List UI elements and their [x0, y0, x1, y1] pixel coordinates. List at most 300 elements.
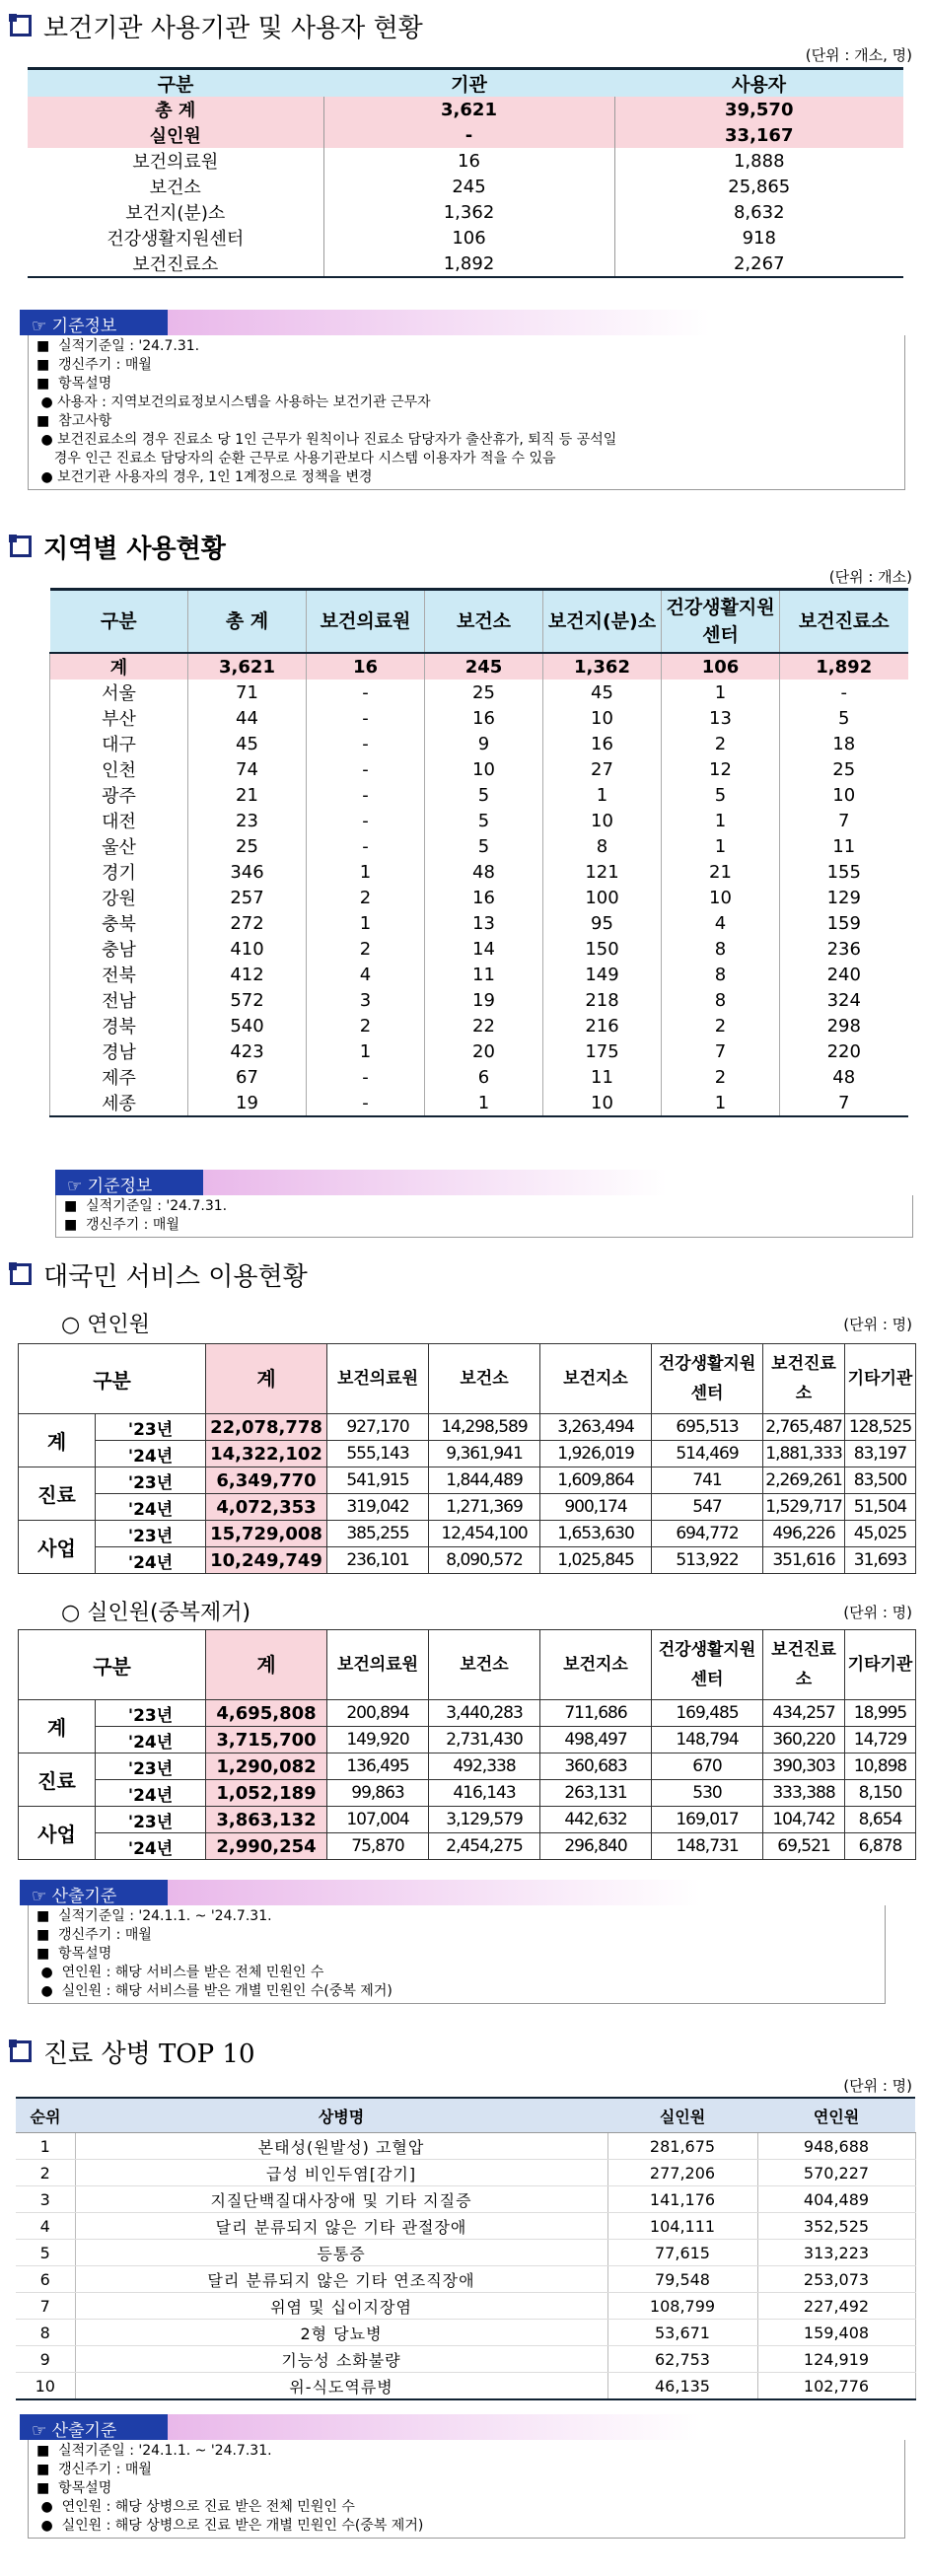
table-cell: 1,844,489 [429, 1467, 540, 1494]
table-row [16, 2293, 915, 2320]
table-cell: 423 [188, 1038, 307, 1064]
year-cell: '23년 [96, 1414, 206, 1441]
section-square-icon [10, 2040, 32, 2062]
table-cell: 79,548 [607, 2266, 757, 2293]
table-cell: 충북 [50, 910, 188, 936]
section4-info-bar [20, 2414, 700, 2440]
table-cell: 1 [662, 680, 780, 705]
table-cell: 1,881,333 [763, 1441, 845, 1467]
table-cell: 충남 [50, 936, 188, 962]
header-cell: 건강생활지원센터 [662, 590, 780, 654]
table-cell: 15,729,008 [206, 1521, 327, 1547]
table-cell: 69,521 [763, 1833, 845, 1860]
table-cell: 121 [543, 859, 662, 885]
table-cell: 33,167 [614, 122, 903, 148]
top10-diseases-table [16, 2097, 916, 2400]
header-cell: 구분 [28, 69, 323, 98]
table-cell: 492,338 [429, 1753, 540, 1780]
table-cell: 442,632 [540, 1807, 652, 1833]
table-row [16, 2266, 915, 2293]
table-cell: 실인원 [28, 122, 323, 148]
table-cell: 159 [780, 910, 908, 936]
table-cell: 104,111 [607, 2213, 757, 2240]
table-cell: - [780, 680, 908, 705]
table-cell: 3,129,579 [429, 1807, 540, 1833]
info-line: ■ 갱신주기 : 매월 [36, 357, 152, 373]
table-cell: 5 [425, 808, 543, 833]
table-cell: 3 [307, 987, 425, 1013]
table-cell: 보건진료소 [132, 254, 219, 275]
header-cell: 보건의료원 [307, 590, 425, 654]
section-square-icon [10, 1263, 32, 1285]
table-row [19, 1494, 916, 1521]
section4-info-box [28, 2440, 905, 2539]
table-cell: 44 [188, 705, 307, 731]
header-cell: 실인원 [607, 2098, 757, 2133]
table-cell: 10 [662, 885, 780, 910]
info-line: ■ 실적기준일 : '24.1.1. ~ '24.7.31. [36, 1908, 272, 1924]
table-row [16, 2160, 915, 2186]
table-row [19, 1780, 916, 1807]
table-cell: - [307, 680, 425, 705]
table-cell: 1 [307, 1038, 425, 1064]
table-cell: 광주 [50, 782, 188, 808]
table-cell: 3,440,283 [429, 1700, 540, 1727]
table-cell: 22 [425, 1013, 543, 1038]
table-cell: 236,101 [327, 1547, 429, 1574]
table-cell: 514,469 [652, 1441, 763, 1467]
header-cell: 보건소 [429, 1630, 540, 1700]
table-cell: 253,073 [757, 2266, 915, 2293]
year-cell: '24년 [96, 1727, 206, 1753]
table-cell: 149,920 [327, 1727, 429, 1753]
table-cell: 8,632 [614, 199, 903, 225]
table-row [28, 122, 903, 148]
table-cell: 75,870 [327, 1833, 429, 1860]
table-cell: 948,688 [757, 2133, 915, 2160]
table-row [50, 987, 908, 1013]
table-cell: 10,249,749 [206, 1547, 327, 1574]
table-cell: 263,131 [540, 1780, 652, 1807]
table-cell: 1,892 [780, 653, 908, 680]
table-cell: 27 [543, 756, 662, 782]
section1-info-bar [20, 310, 710, 335]
table-cell: 416,143 [429, 1780, 540, 1807]
table-cell: 13 [662, 705, 780, 731]
group-cell: 진료 [19, 1467, 96, 1521]
header-cell: 보건소 [429, 1344, 540, 1414]
header-cell: 연인원 [757, 2098, 915, 2133]
table-row [19, 1807, 916, 1833]
visits-subheading: ○ 연인원 [61, 1313, 150, 1337]
table-cell: 14,298,589 [429, 1414, 540, 1441]
header-cell: 상병명 [75, 2098, 607, 2133]
table-cell: 498,497 [540, 1727, 652, 1753]
table-cell: 7 [16, 2293, 75, 2320]
header-cell: 보건의료원 [327, 1344, 429, 1414]
table-cell: 71 [188, 680, 307, 705]
table-cell: 1 [16, 2133, 75, 2160]
table-cell: 14 [425, 936, 543, 962]
table-cell: 45 [188, 731, 307, 756]
table-cell: 45,025 [845, 1521, 916, 1547]
table-cell: 200,894 [327, 1700, 429, 1727]
table-cell: 169,017 [652, 1807, 763, 1833]
table-cell: 1,609,864 [540, 1467, 652, 1494]
table-row [50, 680, 908, 705]
table-cell: 19 [425, 987, 543, 1013]
table-row [19, 1547, 916, 1574]
table-cell: 3,621 [188, 653, 307, 680]
table-cell: 124,919 [757, 2346, 915, 2373]
info-line: ● 사용자 : 지역보건의료정보시스템을 사용하는 보건기관 근무자 [36, 394, 431, 410]
table-row [50, 936, 908, 962]
table-cell: 19 [188, 1090, 307, 1116]
table-cell: 83,500 [845, 1467, 916, 1494]
header-cell: 총 계 [188, 590, 307, 654]
header-cell: 기관 [323, 69, 614, 98]
table-cell: 104,742 [763, 1807, 845, 1833]
section3-info-bar [20, 1880, 700, 1905]
section3-unit-2: (단위 : 명) [843, 1604, 912, 1621]
header-cell: 기타기관 [845, 1630, 916, 1700]
table-row [19, 1727, 916, 1753]
table-cell: 218 [543, 987, 662, 1013]
info-line: ■ 갱신주기 : 매월 [64, 1217, 179, 1233]
info-line: ■ 갱신주기 : 매월 [36, 1927, 152, 1943]
table-cell: 7 [662, 1038, 780, 1064]
table-cell: 10 [543, 1090, 662, 1116]
section1-title [10, 8, 423, 43]
table-cell: 16 [323, 148, 614, 174]
year-cell: '24년 [96, 1833, 206, 1860]
table-cell: 12 [662, 756, 780, 782]
table-cell: 2 [307, 885, 425, 910]
table-cell: 달리 분류되지 않은 기타 관절장애 [75, 2213, 607, 2240]
table-cell: 1 [307, 859, 425, 885]
table-cell: 296,840 [540, 1833, 652, 1860]
table-cell: 1,888 [614, 148, 903, 174]
table-cell: 107,004 [327, 1807, 429, 1833]
table-row [28, 250, 903, 277]
table-cell: 2 [16, 2160, 75, 2186]
table-cell: 741 [652, 1467, 763, 1494]
table-cell: 1 [425, 1090, 543, 1116]
table-cell: 3,715,700 [206, 1727, 327, 1753]
table-cell: 3,863,132 [206, 1807, 327, 1833]
table-cell: 547 [652, 1494, 763, 1521]
table-cell: 2,269,261 [763, 1467, 845, 1494]
group-cell: 사업 [19, 1807, 96, 1860]
table-cell: 13 [425, 910, 543, 936]
table-cell: 572 [188, 987, 307, 1013]
table-cell: 경기 [50, 859, 188, 885]
table-cell: 711,686 [540, 1700, 652, 1727]
table-cell: 1,362 [543, 653, 662, 680]
year-cell: '23년 [96, 1700, 206, 1727]
table-cell: 부산 [50, 705, 188, 731]
table-cell: 412 [188, 962, 307, 987]
table-cell: 83,197 [845, 1441, 916, 1467]
table-cell: 전남 [50, 987, 188, 1013]
table-cell: 10,898 [845, 1753, 916, 1780]
table-cell: 694,772 [652, 1521, 763, 1547]
table-row [16, 2240, 915, 2266]
table-cell: 4 [16, 2213, 75, 2240]
table-cell: 계 [50, 653, 188, 680]
table-cell: 인천 [50, 756, 188, 782]
info-label: ☞ 기준정보 [20, 310, 168, 335]
table-cell: 1,052,189 [206, 1780, 327, 1807]
info-line: ■ 실적기준일 : '24.1.1. ~ '24.7.31. [36, 2443, 272, 2459]
table-cell: 67 [188, 1064, 307, 1090]
table-cell: 2 [307, 936, 425, 962]
table-cell: 25 [780, 756, 908, 782]
table-cell: 277,206 [607, 2160, 757, 2186]
table-cell: 대전 [50, 808, 188, 833]
header-cell: 계 [206, 1630, 327, 1700]
section2-info-bar [55, 1170, 667, 1195]
table-row [50, 1013, 908, 1038]
table-cell: 10 [543, 808, 662, 833]
table-cell: 2,990,254 [206, 1833, 327, 1860]
group-cell: 진료 [19, 1753, 96, 1807]
table-cell: 8 [662, 936, 780, 962]
table-cell: 2 [662, 731, 780, 756]
section2-heading: 지역별 사용현황 [43, 534, 226, 564]
section2-title [10, 529, 226, 564]
table-cell: 530 [652, 1780, 763, 1807]
table-cell: 1,362 [323, 199, 614, 225]
table-cell: 보건소 [149, 178, 201, 198]
section1-unit: (단위 : 개소, 명) [805, 46, 912, 64]
table-cell: 5 [16, 2240, 75, 2266]
table-cell: - [307, 808, 425, 833]
table-cell: 1 [307, 910, 425, 936]
table-cell: 385,255 [327, 1521, 429, 1547]
section-square-icon [10, 15, 32, 36]
table-cell: 18,995 [845, 1700, 916, 1727]
table-cell: 159,408 [757, 2320, 915, 2346]
table-cell: 울산 [50, 833, 188, 859]
table-cell: 257 [188, 885, 307, 910]
table-row [16, 2320, 915, 2346]
info-label: ☞ 산출기준 [20, 1880, 168, 1905]
header-cell: 기타기관 [845, 1344, 916, 1414]
table-cell: 보건지(분)소 [125, 203, 226, 224]
table-cell: 141,176 [607, 2186, 757, 2213]
table-cell: 74 [188, 756, 307, 782]
section3-heading: 대국민 서비스 이용현황 [43, 1261, 308, 1292]
table-row [50, 756, 908, 782]
table-cell: 경남 [50, 1038, 188, 1064]
table-cell: 14,729 [845, 1727, 916, 1753]
section2-info-box [55, 1195, 913, 1238]
table-cell: 313,223 [757, 2240, 915, 2266]
table-cell: 25 [425, 680, 543, 705]
table-cell: 1 [543, 782, 662, 808]
table-cell: 102,776 [757, 2373, 915, 2400]
table-cell: 150 [543, 936, 662, 962]
table-row [50, 962, 908, 987]
table-cell: 2 [307, 1013, 425, 1038]
table-cell: 12,454,100 [429, 1521, 540, 1547]
table-cell: 2,731,430 [429, 1727, 540, 1753]
table-cell: 169,485 [652, 1700, 763, 1727]
table-row [50, 1090, 908, 1116]
table-cell: 기능성 소화불량 [75, 2346, 607, 2373]
table-row [50, 705, 908, 731]
table-cell: 22,078,778 [206, 1414, 327, 1441]
table-cell: 3,263,494 [540, 1414, 652, 1441]
table-cell: 8,654 [845, 1807, 916, 1833]
table-row [50, 833, 908, 859]
table-row [19, 1700, 916, 1727]
table-cell: 10 [543, 705, 662, 731]
table-cell: 서울 [50, 680, 188, 705]
table-cell: 1 [662, 833, 780, 859]
table-cell: 8 [16, 2320, 75, 2346]
header-cell: 보건지소 [540, 1344, 652, 1414]
table-cell: 11 [425, 962, 543, 987]
table-cell: 23 [188, 808, 307, 833]
table-cell: 16 [425, 885, 543, 910]
visits-table [18, 1343, 916, 1574]
table-cell: 11 [543, 1064, 662, 1090]
table-cell: 570,227 [757, 2160, 915, 2186]
table-row [16, 2133, 915, 2160]
info-line: ● 실인원 : 해당 상병으로 진료 받은 개별 민원인 수(중복 제거) [36, 2518, 424, 2534]
table-cell: 6 [16, 2266, 75, 2293]
table-cell: 21 [662, 859, 780, 885]
table-row [28, 97, 903, 122]
header-cell: 보건진료소 [780, 590, 908, 654]
total-row [50, 653, 908, 680]
table-cell: 272 [188, 910, 307, 936]
table-cell: 513,922 [652, 1547, 763, 1574]
table-cell: 95 [543, 910, 662, 936]
table-cell: 108,799 [607, 2293, 757, 2320]
table-cell: 46,135 [607, 2373, 757, 2400]
table-cell: 9 [16, 2346, 75, 2373]
info-line: ● 보건기관 사용자의 경우, 1인 1계정으로 정책을 변경 [36, 469, 373, 485]
table-cell: 77,615 [607, 2240, 757, 2266]
table-cell: 5 [780, 705, 908, 731]
table-row [50, 1038, 908, 1064]
table-cell: 62,753 [607, 2346, 757, 2373]
table-cell: 1 [662, 1090, 780, 1116]
section2-unit: (단위 : 개소) [828, 568, 912, 586]
info-line: ● 연인원 : 해당 서비스를 받은 전체 민원인 수 [36, 1965, 324, 1980]
table-row [50, 731, 908, 756]
table-cell: 16 [543, 731, 662, 756]
table-cell: 106 [662, 653, 780, 680]
table-cell: 1,529,717 [763, 1494, 845, 1521]
header-cell: 보건진료소 [763, 1630, 845, 1700]
header-cell: 보건지소 [540, 1630, 652, 1700]
table-cell: 99,863 [327, 1780, 429, 1807]
table-cell: 2 [662, 1064, 780, 1090]
table-cell: 5 [425, 782, 543, 808]
table-cell: 136,495 [327, 1753, 429, 1780]
table-cell: 보건의료원 [132, 152, 219, 173]
table-cell: 281,675 [607, 2133, 757, 2160]
header-cell: 구분 [19, 1344, 206, 1414]
info-line: ■ 항목설명 [36, 1946, 112, 1962]
table-cell: 45 [543, 680, 662, 705]
table-cell: 540 [188, 1013, 307, 1038]
table-cell: 900,174 [540, 1494, 652, 1521]
info-line: ■ 실적기준일 : '24.7.31. [36, 338, 200, 354]
section3-unit-1: (단위 : 명) [843, 1316, 912, 1333]
table-cell: 346 [188, 859, 307, 885]
unique-subheading: ○ 실인원(중복제거) [61, 1601, 251, 1625]
table-cell: 1,926,019 [540, 1441, 652, 1467]
table-cell: 5 [425, 833, 543, 859]
table-cell: 14,322,102 [206, 1441, 327, 1467]
table-cell: 918 [614, 225, 903, 250]
table-cell: 9,361,941 [429, 1441, 540, 1467]
group-cell: 계 [19, 1700, 96, 1753]
table-cell: 6,878 [845, 1833, 916, 1860]
header-cell: 사용자 [614, 69, 903, 98]
table-cell: 541,915 [327, 1467, 429, 1494]
table-cell: 급성 비인두염[감기] [75, 2160, 607, 2186]
table-cell: - [307, 705, 425, 731]
table-cell: 434,257 [763, 1700, 845, 1727]
table-row [19, 1833, 916, 1860]
year-cell: '23년 [96, 1807, 206, 1833]
table-cell: 8 [662, 987, 780, 1013]
table-cell: 11 [780, 833, 908, 859]
table-cell: 106 [323, 225, 614, 250]
table-cell: 8,090,572 [429, 1547, 540, 1574]
table-cell: 155 [780, 859, 908, 885]
header-cell: 순위 [16, 2098, 75, 2133]
table-row [16, 2346, 915, 2373]
table-cell: 352,525 [757, 2213, 915, 2240]
table-cell: 10 [780, 782, 908, 808]
table-cell: 298 [780, 1013, 908, 1038]
table-cell: 129 [780, 885, 908, 910]
table-row [16, 2373, 915, 2400]
year-cell: '23년 [96, 1753, 206, 1780]
table-cell: 695,513 [652, 1414, 763, 1441]
table-cell: 10 [16, 2373, 75, 2400]
table-cell: 496,226 [763, 1521, 845, 1547]
table-cell: 2 [662, 1013, 780, 1038]
table-cell: 총 계 [28, 97, 323, 122]
table-row [19, 1467, 916, 1494]
info-line: ■ 참고사항 [36, 413, 112, 429]
table-cell: 1,653,630 [540, 1521, 652, 1547]
table-cell: 410 [188, 936, 307, 962]
table-cell: 1,025,845 [540, 1547, 652, 1574]
section1-heading: 보건기관 사용기관 및 사용자 현황 [43, 13, 423, 43]
info-line: ■ 갱신주기 : 매월 [36, 2462, 152, 2477]
table-row [19, 1753, 916, 1780]
table-cell: 670 [652, 1753, 763, 1780]
table-cell: 319,042 [327, 1494, 429, 1521]
table-cell: 25 [188, 833, 307, 859]
info-line: ■ 항목설명 [36, 2480, 112, 2496]
table-cell: - [307, 1064, 425, 1090]
table-cell: 31,693 [845, 1547, 916, 1574]
table-cell: 227,492 [757, 2293, 915, 2320]
table-cell: 216 [543, 1013, 662, 1038]
table-cell: - [307, 731, 425, 756]
table-row [28, 174, 903, 199]
